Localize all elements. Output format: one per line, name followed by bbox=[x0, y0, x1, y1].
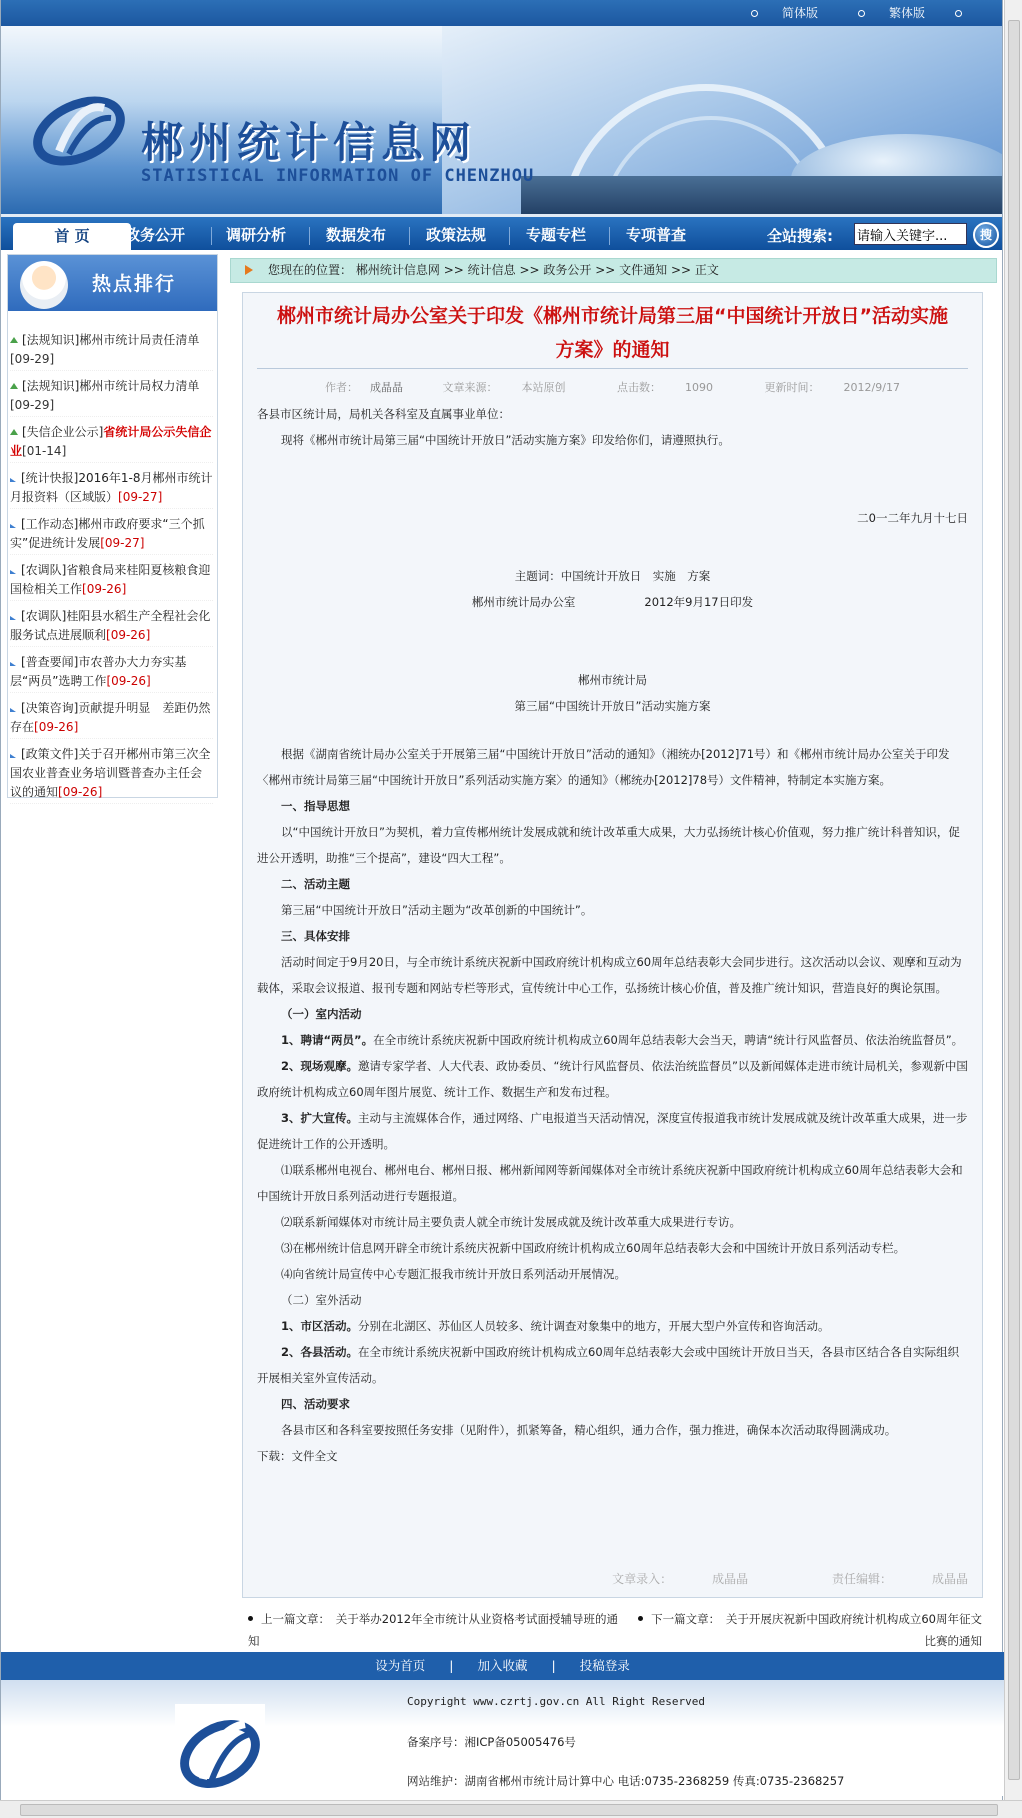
horizontal-scrollbar[interactable] bbox=[0, 1800, 1022, 1818]
triangle-right-icon bbox=[10, 616, 16, 620]
entry: 成晶晶 bbox=[712, 1572, 749, 1586]
list-item-date: [09-26] bbox=[58, 785, 103, 799]
article-body bbox=[243, 395, 982, 1469]
list-item-date: [01-14] bbox=[22, 444, 67, 458]
circle-bullet-icon bbox=[751, 10, 758, 17]
article-meta bbox=[243, 379, 982, 395]
stadium-base bbox=[521, 176, 1002, 214]
set-homepage-link[interactable]: 设为首页 bbox=[375, 1658, 426, 1673]
list-item-date: [09-29] bbox=[10, 398, 55, 412]
paragraph: 现将《郴州市统计局第三届“中国统计开放日”活动实施方案》印发给你们，请遵照执行。 bbox=[281, 433, 730, 447]
article-title: 郴州市统计局办公室关于印发《郴州市统计局第三届“中国统计开放日”活动实施方案》的通知 bbox=[257, 293, 968, 369]
nav-data-release[interactable]: 数据发布 bbox=[325, 226, 386, 244]
triangle-right-icon bbox=[10, 478, 16, 482]
top-bar bbox=[1, 0, 1002, 26]
scrollbar-thumb[interactable] bbox=[1008, 20, 1020, 1780]
author-label: 作者： bbox=[325, 381, 359, 394]
download-label: 下载： bbox=[257, 1449, 292, 1463]
search-input[interactable] bbox=[854, 223, 967, 245]
nav-government-affairs[interactable]: 政务公开 bbox=[124, 226, 185, 244]
site-name-english: STATISTICAL INFORMATION OF CHENZHOU bbox=[141, 166, 535, 186]
list-item-date: [09-26] bbox=[106, 628, 151, 642]
paragraph: 以“中国统计开放日”为契机，着力宣传郴州统计发展成就和统计改革重大成果，大力弘扬统计核心价值观，努力推广统计科普知识，促进公开透明，助推“三个提高”，建设“四大工程”。 bbox=[257, 825, 960, 865]
search-button[interactable]: 搜 bbox=[973, 222, 999, 248]
footer-logo-icon bbox=[175, 1704, 265, 1794]
person-icon bbox=[20, 261, 68, 309]
scrollbar-thumb[interactable] bbox=[20, 1804, 998, 1816]
plan-org: 郴州市统计局 bbox=[578, 673, 647, 687]
triangle-right-icon bbox=[10, 708, 16, 712]
list-item-highlight[interactable]: 省统计局公示失信企业 bbox=[10, 425, 212, 458]
hot-ranking-header bbox=[8, 255, 217, 311]
nav-home[interactable]: 首 页 bbox=[13, 223, 131, 253]
download-link[interactable]: 文件全文 bbox=[291, 1449, 338, 1463]
updated-label: 更新时间： bbox=[764, 381, 820, 394]
add-favorite-link[interactable]: 加入收藏 bbox=[477, 1658, 528, 1673]
bullet-icon bbox=[248, 1616, 253, 1621]
list-item-title[interactable]: [失信企业公示] bbox=[22, 425, 104, 439]
breadcrumb-home[interactable]: 郴州统计信息网 bbox=[355, 263, 440, 277]
paragraph: 1、聘请“两员”。在全市统计系统庆祝新中国政府统计机构成立60周年总结表彰大会当天，聘请“统计行风监督员、依法治统监督员”。 bbox=[281, 1033, 964, 1047]
breadcrumb-stats-info[interactable]: >> 统计信息 bbox=[443, 263, 516, 277]
section-heading: 一、指导思想 bbox=[281, 799, 350, 813]
banner bbox=[1, 26, 1002, 214]
hits: 1090 bbox=[685, 381, 714, 394]
maintainer-info: 网站维护：湖南省郴州市统计局计算中心 电话:0735-2368259 传真:0735-2368257 bbox=[407, 1774, 845, 1788]
next-article-link[interactable]: 关于开展庆祝新中国政府统计机构成立60周年征文比赛的通知 bbox=[725, 1612, 982, 1648]
list-item-date: [09-26] bbox=[106, 674, 151, 688]
footer-nav bbox=[1, 1652, 1004, 1680]
search-label: 全站搜索: bbox=[767, 227, 833, 245]
paragraph: 3、扩大宣传。主动与主流媒体合作，通过网络、广电报道当天活动情况，深度宣传报道我市统计发展成就及统计改革重大成果，进一步促进统计工作的公开透明。 bbox=[257, 1111, 968, 1151]
keywords: 主题词：中国统计开放日 实施 方案 bbox=[514, 569, 711, 583]
list-item[interactable] bbox=[10, 607, 213, 647]
circle-bullet-icon bbox=[955, 10, 962, 17]
paragraph: 1、市区活动。分别在北湖区、苏仙区人员较多、统计调查对象集中的地方，开展大型户外宣传和咨询活动。 bbox=[281, 1319, 830, 1333]
paragraph: ⑴联系郴州电视台、郴州电台、郴州日报、郴州新闻网等新闻媒体对全市统计系统庆祝新中国政府统计机构成立60周年总结表彰大会和中国统计开放日系列活动进行专题报道。 bbox=[257, 1163, 963, 1203]
breadcrumb-prefix: 您现在的位置： bbox=[268, 263, 353, 277]
prev-article bbox=[248, 1608, 628, 1652]
list-item-title[interactable]: [法规知识]郴州市统计局权力清单 bbox=[22, 379, 200, 393]
triangle-up-icon bbox=[10, 383, 18, 389]
triangle-up-icon bbox=[10, 429, 18, 435]
vertical-scrollbar[interactable] bbox=[1004, 0, 1022, 1800]
triangle-right-icon bbox=[10, 754, 16, 758]
list-item-title[interactable]: [工作动态]郴州市政府要求“三个抓实”促进统计发展 bbox=[10, 517, 205, 550]
hits-label: 点击数： bbox=[617, 381, 662, 394]
next-label: 下一篇文章： bbox=[651, 1612, 715, 1626]
paragraph: 2、各县活动。在全市统计系统庆祝新中国政府统计机构成立60周年总结表彰大会或中国统计开放日当天，各县市区结合各自实际组织开展相关室外宣传活动。 bbox=[257, 1345, 960, 1385]
editor-label: 责任编辑： bbox=[831, 1572, 892, 1586]
list-item-date: [09-26] bbox=[34, 720, 79, 734]
list-item[interactable] bbox=[10, 423, 213, 463]
prev-article-link[interactable]: 关于举办2012年全市统计从业资格考试面授辅导班的通知 bbox=[248, 1612, 619, 1648]
nav-research-analysis[interactable]: 调研分析 bbox=[225, 226, 286, 244]
hot-ranking-title: 热点排行 bbox=[92, 273, 177, 295]
list-item-date: [09-26] bbox=[82, 582, 127, 596]
footer-divider: | bbox=[551, 1658, 556, 1673]
copyright: Copyright www.czrtj.gov.cn All Right Reserved bbox=[407, 1695, 706, 1708]
breadcrumb-gov-affairs[interactable]: >> 政务公开 bbox=[519, 263, 592, 277]
breadcrumb-current: >> 正文 bbox=[670, 263, 719, 277]
download-row bbox=[257, 1443, 968, 1469]
list-item-date: [09-27] bbox=[100, 536, 145, 550]
list-item[interactable] bbox=[10, 653, 213, 693]
bullet-icon bbox=[638, 1616, 643, 1621]
paragraph: 根据《湖南省统计局办公室关于开展第三届“中国统计开放日”活动的通知》（湘统办[2012]71号）和《郴州市统计局办公室关于印发〈郴州市统计局第三届“中国统计开放日”系列活动实施方案〉的通知》（郴统办[2012]78号）文件精神，特制定本实施方案。 bbox=[257, 747, 950, 787]
triangle-right-icon bbox=[10, 662, 16, 666]
site-logo-icon bbox=[29, 96, 129, 166]
paragraph: 活动时间定于9月20日，与全市统计系统庆祝新中国政府统计机构成立60周年总结表彰大会同步进行。这次活动以会议、观摩和互动为载体，采取会议报道、报刊专题和网站专栏等形式，宣传统计中心工作，弘扬统计核心价值，普及推广统计知识，营造良好的舆论氛围。 bbox=[257, 955, 962, 995]
source-label: 文章来源： bbox=[442, 381, 498, 394]
triangle-right-icon bbox=[10, 570, 16, 574]
author: 成晶晶 bbox=[370, 381, 404, 394]
list-item-date: [09-27] bbox=[118, 490, 163, 504]
issue-date: 二0一二年九月十七日 bbox=[857, 511, 968, 525]
breadcrumb-notices[interactable]: >> 文件通知 bbox=[595, 263, 668, 277]
site-name: 郴州统计信息网 bbox=[141, 118, 478, 167]
section-heading: 二、活动主题 bbox=[281, 877, 350, 891]
article bbox=[242, 292, 983, 1598]
subsection-heading: （一）室内活动 bbox=[281, 1007, 362, 1021]
nav-special-census[interactable]: 专项普查 bbox=[625, 226, 686, 244]
issuer: 郴州市统计局办公室 2012年9月17日印发 bbox=[471, 595, 754, 609]
paragraph: ⑷向省统计局宣传中心专题汇报我市统计开放日系列活动开展情况。 bbox=[281, 1267, 626, 1281]
footer bbox=[1, 1680, 1004, 1796]
section-heading: 三、具体安排 bbox=[281, 929, 350, 943]
footer-divider: | bbox=[449, 1658, 454, 1673]
hot-ranking-list bbox=[8, 311, 217, 804]
paragraph: 各县市区统计局，局机关各科室及直属事业单位： bbox=[257, 407, 510, 421]
main-nav bbox=[1, 214, 1002, 250]
updated: 2012/9/17 bbox=[843, 381, 900, 394]
section-heading: 四、活动要求 bbox=[281, 1397, 350, 1411]
list-item[interactable] bbox=[10, 331, 213, 371]
circle-bullet-icon bbox=[858, 10, 865, 17]
paragraph: 第三届“中国统计开放日”活动主题为“改革创新的中国统计”。 bbox=[281, 903, 593, 917]
editors bbox=[532, 1570, 968, 1587]
next-article bbox=[630, 1608, 982, 1652]
list-item-title[interactable]: [决策咨询]贡献提升明显 差距仍然存在 bbox=[10, 701, 211, 734]
nav-special-topics[interactable]: 专题专栏 bbox=[525, 226, 586, 244]
icp-record: 备案序号：湘ICP备05005476号 bbox=[407, 1735, 576, 1749]
paragraph: 2、现场观摩。邀请专家学者、人大代表、政协委员、“统计行风监督员、依法治统监督员”以及新闻媒体走进市统计局机关，参观新中国政府统计机构成立60周年图片展览、统计工作、数据生产和发布过程。 bbox=[257, 1059, 968, 1099]
prev-label: 上一篇文章： bbox=[261, 1612, 325, 1626]
list-item[interactable] bbox=[10, 745, 213, 804]
traditional-chinese-link[interactable]: 繁体版 bbox=[888, 6, 925, 20]
list-item[interactable] bbox=[10, 469, 213, 509]
list-item-title[interactable]: [政策文件]关于召开郴州市第三次全国农业普查业务培训暨普查办主任会议的通知 bbox=[10, 747, 211, 799]
main-content bbox=[230, 258, 997, 1586]
paragraph: ⑶在郴州统计信息网开辟全市统计系统庆祝新中国政府统计机构成立60周年总结表彰大会和中国统计开放日系列活动专栏。 bbox=[281, 1241, 906, 1255]
subsection-heading: （二）室外活动 bbox=[281, 1293, 362, 1307]
list-item[interactable] bbox=[10, 377, 213, 417]
nav-policy-regulations[interactable]: 政策法规 bbox=[425, 226, 486, 244]
list-item[interactable] bbox=[10, 699, 213, 739]
breadcrumb bbox=[230, 258, 997, 283]
hot-ranking-panel bbox=[7, 254, 218, 798]
arrow-right-icon bbox=[245, 265, 253, 275]
list-item[interactable] bbox=[10, 515, 213, 555]
submit-login-link[interactable]: 投稿登录 bbox=[579, 1658, 630, 1673]
paragraph: ⑵联系新闻媒体对市统计局主要负责人就全市统计发展成就及统计改革重大成果进行专访。 bbox=[281, 1215, 741, 1229]
list-item-title[interactable]: [农调队]省粮食局来桂阳夏核粮食迎国检相关工作 bbox=[10, 563, 211, 596]
list-item[interactable] bbox=[10, 561, 213, 601]
triangle-up-icon bbox=[10, 337, 18, 343]
plan-title: 第三届“中国统计开放日”活动实施方案 bbox=[514, 699, 711, 713]
list-item-title[interactable]: [普查要闻]市农普办大力夯实基层“两员”选聘工作 bbox=[10, 655, 187, 688]
list-item-date: [09-29] bbox=[10, 352, 55, 366]
list-item-title[interactable]: [法规知识]郴州市统计局责任清单 bbox=[22, 333, 200, 347]
editor: 成晶晶 bbox=[931, 1572, 968, 1586]
paragraph: 各县市区和各科室要按照任务安排（见附件），抓紧筹备，精心组织，通力合作，强力推进，确保本次活动取得圆满成功。 bbox=[281, 1423, 897, 1437]
triangle-right-icon bbox=[10, 524, 16, 528]
list-item-title[interactable]: [统计快报]2016年1-8月郴州市统计月报资料（区域版） bbox=[10, 471, 213, 504]
source: 本站原创 bbox=[521, 381, 566, 394]
list-item-title[interactable]: [农调队]桂阳县水稻生产全程社会化服务试点进展顺利 bbox=[10, 609, 211, 642]
entry-label: 文章录入： bbox=[612, 1572, 673, 1586]
simplified-chinese-link[interactable]: 简体版 bbox=[781, 6, 818, 20]
